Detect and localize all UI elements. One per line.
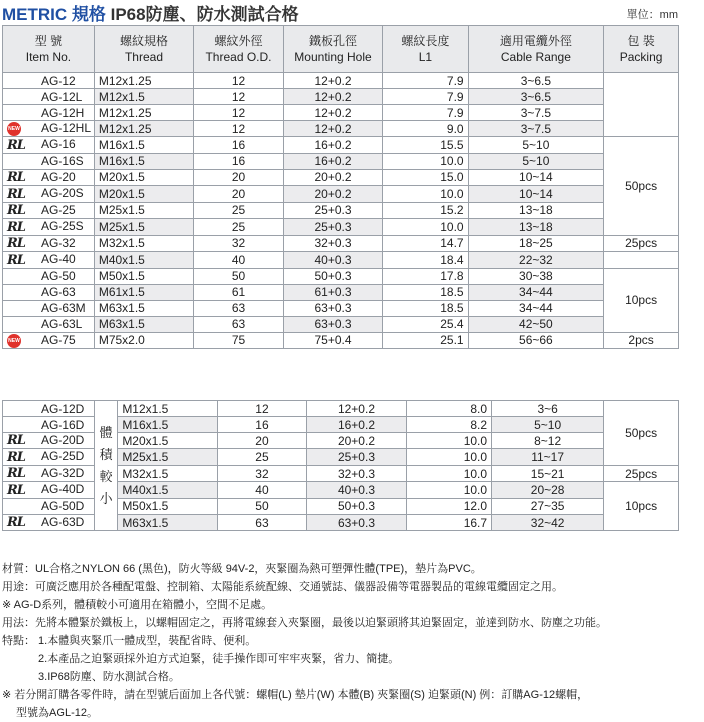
ul-listed-icon: RL (7, 466, 25, 482)
cell-mounting-hole: 12+0.2 (307, 401, 406, 417)
cell-thread-od: 61 (194, 284, 284, 300)
badge-slot (7, 236, 41, 251)
cell-l1: 17.8 (383, 268, 468, 284)
cell-l1: 15.5 (383, 137, 468, 153)
new-badge-icon: NEW (7, 334, 21, 348)
cell-mounting-hole: 40+0.3 (307, 482, 406, 498)
item-no-text: AG-16 (41, 137, 76, 152)
column-header-zh: 鐵板孔徑 (308, 34, 357, 48)
cell-thread: M12x1.25 (94, 73, 193, 89)
ul-listed-icon: RL (7, 236, 25, 252)
cell-l1: 8.0 (406, 401, 491, 417)
title-rest: IP68防塵、防水測試合格 (110, 5, 299, 24)
cell-thread-od: 12 (194, 105, 284, 121)
cell-mounting-hole: 32+0.3 (283, 235, 382, 251)
cell-thread-od: 16 (194, 137, 284, 153)
badge-slot (7, 483, 41, 498)
item-no-text: AG-12H (41, 105, 85, 120)
cell-packing: 25pcs (604, 235, 679, 251)
cell-thread: M25x1.5 (118, 449, 217, 465)
ul-listed-icon: RL (7, 433, 25, 449)
cell-thread-od: 50 (217, 498, 307, 514)
cell-l1: 25.1 (383, 332, 468, 348)
cell-thread: M50x1.5 (118, 498, 217, 514)
item-no-text: AG-20D (41, 433, 85, 447)
item-no-text: AG-63D (41, 514, 85, 529)
item-no-text: AG-40D (41, 482, 85, 497)
cell-cable-range: 5~10 (468, 153, 604, 169)
cell-cable-range: 34~44 (468, 284, 604, 300)
badge-slot (7, 219, 41, 234)
cell-item-no (3, 401, 95, 417)
item-no-text: AG-75 (41, 332, 76, 347)
cell-l1: 16.7 (406, 514, 491, 530)
cell-l1: 18.5 (383, 284, 468, 300)
ul-listed-icon: RL (7, 186, 25, 202)
cell-cable-range: 20~28 (492, 482, 604, 498)
cell-thread-od: 25 (217, 449, 307, 465)
badge-slot (7, 203, 41, 218)
ul-listed-icon: RL (7, 170, 25, 186)
cell-item-no (3, 105, 95, 121)
table-row (3, 300, 679, 316)
cell-l1: 10.0 (383, 186, 468, 202)
cell-l1: 18.5 (383, 300, 468, 316)
cell-item-no (3, 202, 95, 218)
ul-listed-icon: RL (7, 515, 25, 531)
table-row (3, 252, 679, 268)
cell-mounting-hole: 40+0.3 (283, 252, 382, 268)
column-header-zh: 螺紋外徑 (214, 34, 263, 48)
cell-cable-range: 10~14 (468, 186, 604, 202)
column-header (468, 26, 604, 73)
item-no-text: AG-63L (41, 317, 83, 332)
cell-mounting-hole: 12+0.2 (283, 121, 382, 137)
cell-cable-range: 42~50 (468, 316, 604, 332)
note-line: 用途：可廣泛應用於各種配電盤、控制箱、太陽能系統配線、交通號誌、儀器設備等電器製品的電線電纜固定之用。 (2, 581, 563, 593)
badge-slot (7, 170, 41, 185)
ul-listed-icon: RL (7, 252, 25, 268)
cell-mounting-hole: 50+0.3 (307, 498, 406, 514)
compact-label-char: 較 (99, 468, 113, 484)
table-row (3, 401, 679, 417)
item-no-text: AG-40 (41, 252, 76, 267)
cell-thread-od: 40 (217, 482, 307, 498)
table-row (3, 186, 679, 202)
cell-item-no (3, 482, 95, 498)
cell-thread: M12x1.5 (94, 89, 193, 105)
cell-thread: M75x2.0 (94, 332, 193, 348)
item-no-text: AG-32 (41, 235, 76, 250)
cell-l1: 25.4 (383, 316, 468, 332)
table-row (3, 121, 679, 137)
cell-mounting-hole: 63+0.3 (283, 300, 382, 316)
cell-l1: 7.9 (383, 105, 468, 121)
unit-label: 單位：mm (626, 9, 678, 21)
cell-cable-range: 10~14 (468, 169, 604, 185)
cell-item-no (3, 121, 95, 137)
cell-l1: 7.9 (383, 73, 468, 89)
cell-mounting-hole: 16+0.2 (307, 417, 406, 433)
cell-item-no (3, 316, 95, 332)
column-header-en: Thread O.D. (205, 50, 272, 64)
spec-table-standard (2, 25, 679, 349)
cell-cable-range: 32~42 (492, 514, 604, 530)
cell-thread-od: 20 (194, 186, 284, 202)
column-header (3, 26, 95, 73)
cell-mounting-hole: 75+0.4 (283, 332, 382, 348)
item-no-text: AG-12L (41, 89, 83, 104)
item-no-text: AG-16S (41, 154, 84, 169)
cell-item-no (3, 169, 95, 185)
cell-mounting-hole: 16+0.2 (283, 137, 382, 153)
cell-item-no (3, 433, 95, 449)
table-row (3, 153, 679, 169)
cell-thread-od: 12 (194, 89, 284, 105)
cell-mounting-hole: 63+0.3 (307, 514, 406, 530)
cell-thread-od: 50 (194, 268, 284, 284)
table-header-row (3, 26, 679, 73)
column-header-zh: 螺紋規格 (119, 34, 168, 48)
cell-l1: 10.0 (383, 153, 468, 169)
cell-l1: 12.0 (406, 498, 491, 514)
cell-packing: 10pcs (604, 268, 679, 332)
cell-thread-od: 32 (194, 235, 284, 251)
cell-packing: 2pcs (604, 332, 679, 348)
item-no-text: AG-16D (41, 417, 85, 432)
table-row (3, 105, 679, 121)
badge-slot (7, 433, 41, 448)
new-badge-icon: NEW (7, 122, 21, 136)
spec-table-compact (2, 400, 679, 531)
column-header (383, 26, 468, 73)
cell-item-no (3, 498, 95, 514)
cell-thread: M16x1.5 (118, 417, 217, 433)
item-no-text: AG-12D (41, 401, 85, 416)
note-line: ※ 若分開訂購各零件時，請在型號后面加上各代號：螺帽(L) 墊片(W) 本體(B) 夾緊圈(S) 迫緊頭(N) 例：訂購AG-12螺帽， (2, 689, 589, 701)
cell-item-no (3, 252, 95, 268)
cell-thread: M25x1.5 (94, 202, 193, 218)
badge-slot (7, 121, 41, 136)
cell-item-no (3, 219, 95, 235)
note-line: 2.本產品之迫緊頭採外迫方式迫緊，徒手操作即可牢牢夾緊，省力、簡捷。 (2, 653, 400, 665)
cell-item-no (3, 465, 95, 481)
item-no-text: AG-12 (41, 73, 76, 88)
note-line: ※ AG-D系列，體積較小可適用在箱體小，空間不足處。 (2, 599, 273, 611)
cell-cable-range: 56~66 (468, 332, 604, 348)
cell-l1: 10.0 (406, 449, 491, 465)
cell-thread: M63x1.5 (118, 514, 217, 530)
cell-packing (604, 73, 679, 137)
cell-mounting-hole: 16+0.2 (283, 153, 382, 169)
column-header (283, 26, 382, 73)
column-header-en: Packing (619, 50, 663, 64)
item-no-text: AG-20S (41, 186, 84, 201)
compact-label-char: 積 (99, 446, 113, 462)
note-line: 材質：UL合格之NYLON 66 (黑色)，防火等級 94V-2，夾緊圈為熱可塑彈性體(TPE)，墊片為PVC。 (2, 563, 482, 575)
table-row (3, 316, 679, 332)
cell-packing: 10pcs (604, 482, 679, 531)
cell-item-no (3, 89, 95, 105)
cell-l1: 7.9 (383, 89, 468, 105)
cell-thread-od: 63 (194, 316, 284, 332)
item-no-text: AG-25S (41, 219, 84, 234)
table-row (3, 235, 679, 251)
cell-item-no (3, 153, 95, 169)
cell-mounting-hole: 63+0.3 (283, 316, 382, 332)
cell-mounting-hole: 20+0.2 (307, 433, 406, 449)
column-header-zh: 適用電纜外徑 (499, 34, 572, 48)
cell-thread: M63x1.5 (94, 300, 193, 316)
cell-thread: M16x1.5 (94, 153, 193, 169)
cell-cable-range: 27~35 (492, 498, 604, 514)
cell-thread: M63x1.5 (94, 316, 193, 332)
badge-slot (7, 252, 41, 267)
cell-cable-range: 34~44 (468, 300, 604, 316)
cell-l1: 14.7 (383, 235, 468, 251)
cell-l1: 8.2 (406, 417, 491, 433)
cell-packing (604, 252, 679, 268)
table-row (3, 89, 679, 105)
note-line: 特點： 1.本體與夾緊爪一體成型，裝配省時、便利。 (2, 635, 257, 647)
cell-thread: M40x1.5 (118, 482, 217, 498)
cell-thread-od: 25 (194, 202, 284, 218)
cell-thread-od: 16 (217, 417, 307, 433)
cell-l1: 15.2 (383, 202, 468, 218)
cell-mounting-hole: 20+0.2 (283, 169, 382, 185)
cell-cable-range: 3~6 (492, 401, 604, 417)
cell-item-no (3, 300, 95, 316)
notes-section (2, 560, 702, 722)
cell-thread-od: 75 (194, 332, 284, 348)
cell-cable-range: 15~21 (492, 465, 604, 481)
cell-thread: M20x1.5 (94, 186, 193, 202)
badge-slot (7, 515, 41, 530)
cell-item-no (3, 417, 95, 433)
column-header-en: L1 (418, 50, 433, 64)
cell-cable-range: 3~6.5 (468, 89, 604, 105)
note-line: 型號為AGL-12。 (2, 707, 98, 719)
cell-item-no (3, 284, 95, 300)
column-header-en: Item No. (25, 50, 72, 64)
compact-label-char: 小 (99, 490, 113, 506)
title-prefix: METRIC 規格 (2, 5, 106, 24)
item-no-text: AG-50 (41, 269, 76, 284)
cell-thread: M32x1.5 (94, 235, 193, 251)
compact-series-label (94, 401, 117, 531)
cell-mounting-hole: 25+0.3 (283, 219, 382, 235)
cell-thread: M12x1.25 (94, 121, 193, 137)
table-row (3, 332, 679, 348)
cell-mounting-hole: 12+0.2 (283, 105, 382, 121)
cell-item-no (3, 137, 95, 153)
cell-item-no (3, 449, 95, 465)
badge-slot (7, 137, 41, 152)
cell-item-no (3, 186, 95, 202)
cell-cable-range: 22~32 (468, 252, 604, 268)
cell-thread-od: 12 (194, 73, 284, 89)
ul-listed-icon: RL (7, 137, 25, 153)
cell-thread: M32x1.5 (118, 465, 217, 481)
column-header-en: Thread (124, 50, 163, 64)
cell-packing: 50pcs (604, 137, 679, 235)
cell-thread-od: 63 (194, 300, 284, 316)
cell-thread: M20x1.5 (118, 433, 217, 449)
cell-thread: M40x1.5 (94, 252, 193, 268)
cell-item-no (3, 332, 95, 348)
cell-thread-od: 16 (194, 153, 284, 169)
badge-slot (7, 466, 41, 481)
cell-l1: 10.0 (406, 482, 491, 498)
table-row (3, 268, 679, 284)
table-row (3, 284, 679, 300)
table-row (3, 73, 679, 89)
cell-thread-od: 20 (194, 169, 284, 185)
table-row (3, 169, 679, 185)
table-row (3, 137, 679, 153)
cell-mounting-hole: 20+0.2 (283, 186, 382, 202)
badge-slot (7, 450, 41, 465)
cell-thread: M12x1.5 (118, 401, 217, 417)
cell-cable-range: 3~7.5 (468, 121, 604, 137)
cell-thread: M50x1.5 (94, 268, 193, 284)
cell-l1: 10.0 (406, 465, 491, 481)
cell-thread-od: 32 (217, 465, 307, 481)
note-line: 3.IP68防塵、防水測試合格。 (2, 671, 180, 683)
cell-thread-od: 63 (217, 514, 307, 530)
column-header (94, 26, 193, 73)
cell-cable-range: 13~18 (468, 219, 604, 235)
cell-thread: M16x1.5 (94, 137, 193, 153)
cell-thread: M61x1.5 (94, 284, 193, 300)
cell-thread-od: 25 (194, 219, 284, 235)
table-row (3, 202, 679, 218)
cell-mounting-hole: 25+0.3 (283, 202, 382, 218)
cell-mounting-hole: 50+0.3 (283, 268, 382, 284)
note-line: 用法：先將本體緊於鐵板上，以螺帽固定之，再將電線套入夾緊圈，最後以迫緊頭將其迫緊固定，並達到防水、防塵之功能。 (2, 617, 607, 629)
item-no-text: AG-20 (41, 169, 76, 184)
table-row (3, 219, 679, 235)
cell-thread-od: 12 (217, 401, 307, 417)
cell-mounting-hole: 61+0.3 (283, 284, 382, 300)
cell-cable-range: 18~25 (468, 235, 604, 251)
cell-cable-range: 11~17 (492, 449, 604, 465)
cell-item-no (3, 73, 95, 89)
cell-cable-range: 5~10 (468, 137, 604, 153)
cell-l1: 9.0 (383, 121, 468, 137)
item-no-text: AG-32D (41, 465, 85, 480)
column-header-en: Mounting Hole (294, 50, 372, 64)
cell-mounting-hole: 12+0.2 (283, 89, 382, 105)
cell-cable-range: 13~18 (468, 202, 604, 218)
cell-l1: 18.4 (383, 252, 468, 268)
item-no-text: AG-25 (41, 202, 76, 217)
cell-cable-range: 8~12 (492, 433, 604, 449)
compact-label-char: 體 (99, 424, 113, 440)
cell-mounting-hole: 25+0.3 (307, 449, 406, 465)
cell-cable-range: 3~6.5 (468, 73, 604, 89)
cell-thread-od: 20 (217, 433, 307, 449)
cell-l1: 10.0 (383, 219, 468, 235)
column-header-zh: 包 裝 (627, 34, 655, 48)
cell-l1: 10.0 (406, 433, 491, 449)
column-header (194, 26, 284, 73)
badge-slot (7, 333, 41, 348)
item-no-text: AG-12HL (41, 121, 92, 135)
cell-item-no (3, 514, 95, 530)
item-no-text: AG-63M (41, 301, 86, 316)
column-header-zh: 螺紋長度 (401, 34, 450, 48)
column-header (604, 26, 679, 73)
column-header-zh: 型 號 (34, 34, 63, 48)
cell-thread-od: 40 (194, 252, 284, 268)
badge-slot (7, 186, 41, 201)
column-header-en: Cable Range (500, 50, 571, 64)
item-no-text: AG-63 (41, 285, 76, 300)
page-title (2, 0, 299, 24)
cell-cable-range: 5~10 (492, 417, 604, 433)
cell-thread: M12x1.25 (94, 105, 193, 121)
cell-packing: 50pcs (604, 401, 679, 466)
cell-cable-range: 30~38 (468, 268, 604, 284)
cell-l1: 15.0 (383, 169, 468, 185)
item-no-text: AG-50D (41, 499, 85, 514)
ul-listed-icon: RL (7, 482, 25, 498)
ul-listed-icon: RL (7, 203, 25, 219)
cell-mounting-hole: 32+0.3 (307, 465, 406, 481)
cell-packing: 25pcs (604, 465, 679, 481)
ul-listed-icon: RL (7, 449, 25, 465)
ul-listed-icon: RL (7, 219, 25, 235)
cell-cable-range: 3~7.5 (468, 105, 604, 121)
cell-item-no (3, 268, 95, 284)
item-no-text: AG-25D (41, 449, 85, 464)
cell-thread-od: 12 (194, 121, 284, 137)
cell-item-no (3, 235, 95, 251)
cell-mounting-hole: 12+0.2 (283, 73, 382, 89)
cell-thread: M25x1.5 (94, 219, 193, 235)
cell-thread: M20x1.5 (94, 169, 193, 185)
